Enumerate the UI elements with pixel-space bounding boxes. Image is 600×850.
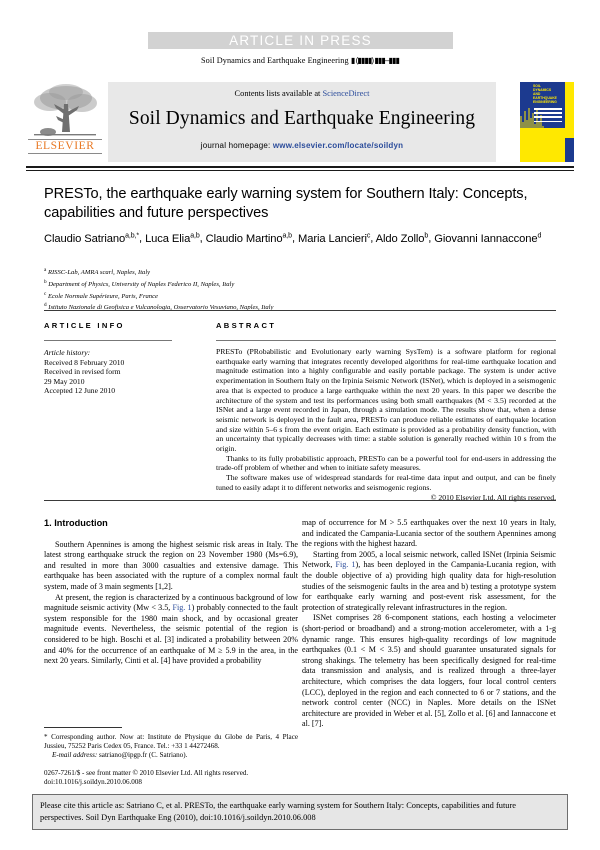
page-title: PRESTo, the earthquake early warning system for Southern Italy: Concepts, capabilities and future perspectives xyxy=(44,186,528,221)
article-info-underline xyxy=(44,340,172,341)
contents-line xyxy=(108,82,496,98)
body-paragraph: Starting from 2005, a local seismic network, called ISNet (Irpinia Seismic Network, Fig. 1), has been deployed in the Campania-Lucania region, with the double objective of a) providing high quality data for high-resolution studies of the seismogenic faults in the area and b) testing a prototype system for earthquake early warning and post-event risk assessment, for the protection of strategically relevant infrastructures in the region. xyxy=(302,549,556,612)
issn-block xyxy=(44,769,304,787)
figure-cross-reference[interactable]: Fig. 1 xyxy=(335,560,356,570)
body-paragraph: ISNet comprises 28 6-component stations, each hosting a velocimeter (short-period or broadband) and a strong-motion accelerometer, with a 1-g dynamic range. This ensures high-quality recordings of low magnitude earthquakes (0.1 < M < 3.5) and should guarantee unsaturated signals for strong shakings. The telemetry has been specifically designed for real-time data transmission and analysis, and is realized through a three-layer architecture, which comprises the data loggers, four local control centers (LCC), deployed in the region and each connected to 6 or 7 stations, and the network control center (NCC) in Naples. More details on the ISNet architecture are provided in Weber et al. [5], Zollo et al. [6] and Iannaccone et al. [7]. xyxy=(302,613,556,729)
author-name: Aldo Zollo$^b$ xyxy=(375,232,429,245)
author-affiliation-mark: b xyxy=(424,232,429,239)
author-name: Giovanni Iannaccone$^d$ xyxy=(434,232,542,245)
masthead-rule-thin xyxy=(26,170,574,171)
body-paragraph: At present, the region is characterized by a continuous background of low magnitude seismic activity (Mw < 3.5, Fig. 1) probably connected to the fault system responsible for the 1980 main shock, and by occasional greater magnitude events. Nevertheless, the seismic potential of the region is considered to be high. Boschi et al. [3] indicated a probability between 20% and 40% for the occurrence of an earthquake of M ≥ 5.9 in the area, in the next 20 years. Similarly, Cinti et al. [4] have provided a probability xyxy=(44,592,298,666)
abstract-heading: ABSTRACT xyxy=(216,321,277,330)
journal-homepage-line xyxy=(108,141,496,150)
author-affiliation-mark: a,b,* xyxy=(125,232,140,239)
article-history xyxy=(44,348,184,396)
elsevier-logo xyxy=(26,82,104,162)
elsevier-tree-icon xyxy=(26,82,104,144)
sciencedirect-link[interactable]: ScienceDirect xyxy=(322,89,370,98)
article-in-press-banner: ARTICLE IN PRESS xyxy=(148,32,453,49)
cover-title-text: SOIL DYNAMICS AND EARTHQUAKE ENGINEERING xyxy=(533,84,557,104)
affiliation-mark: a xyxy=(44,267,47,273)
cover-bottom-block xyxy=(520,128,565,162)
abstract-underline xyxy=(216,340,556,341)
running-head xyxy=(0,55,600,65)
body-paragraph: map of occurrence for M > 5.5 earthquakes over the next 10 years in Italy, and indicated the Campania-Lucania sector of the southern Apennines among the regions with the highest hazard. xyxy=(302,518,556,549)
article-accepted: Accepted 12 June 2010 xyxy=(44,386,116,396)
running-head-journal: Soil Dynamics and Earthquake Engineering xyxy=(201,56,349,65)
cover-accent-yellow xyxy=(565,82,574,138)
affiliation-item: $^d$ Istituto Nazionale di Geofisica e Vulcanologia, Osservatorio Vesuviano, Naples, Italy xyxy=(44,302,274,312)
article-received: Received 8 February 2010 xyxy=(44,357,125,367)
article-revised-date: 29 May 2010 xyxy=(44,376,85,386)
author-list: Claudio Satriano$^{a,b,*}$, Luca Elia$^{a,b}$, Claudio Martino$^{a,b}$, Maria Lancieri$^c$, Aldo Zollo$^b$, Giovanni Iannaccone$^d$ xyxy=(44,232,542,245)
issn-line: 0267-7261/$ - see front matter © 2010 Elsevier Ltd. All rights reserved. xyxy=(44,769,249,777)
affiliation-mark: d xyxy=(44,302,47,309)
abstract-copyright: © 2010 Elsevier Ltd. All rights reserved. xyxy=(430,492,556,502)
author-affiliation-mark: a,b xyxy=(190,232,200,239)
author-name: Luca Elia$^{a,b}$ xyxy=(145,232,200,245)
email-label: E-mail address: xyxy=(52,751,98,759)
author-name: Claudio Satriano$^{a,b,*}$ xyxy=(44,232,140,245)
cover-accent-blue xyxy=(565,138,574,162)
homepage-url[interactable]: www.elsevier.com/locate/soildyn xyxy=(272,141,404,150)
masthead-rule-thick xyxy=(26,166,574,168)
abstract-paragraph: PRESTo (PRobabilistic and Evolutionary early warning SysTem) is a software platform for regional earthquake early warning that integrates recently developed algorithms for real-time earthquake location and magnitude estimation into a highly configurable and easily portable package. The system is under active experimentation in Southern Italy on the Irpinia Seismic Network (ISNet), which is deployed in a seismogenic area that is expected to produce a large earthquake within the next 20 years. In this paper we describe the architecture of the system and test its performances using both small earthquakes (M < 3.5) recorded at the ISNet and a large event recorded in Japan, through a simulation mode. The results show that, when a dense seismic network is deployed in the fault area, PRESTo can produce reliable estimates of earthquake location and size within 5–6 s from the event origin. Each estimate is provided as a probability density function, with an uncertainty that typically decreases with time: a stable solution is generally reached within 10 s from the origin. xyxy=(216,347,556,454)
body-column-right xyxy=(302,518,556,730)
corresponding-author-note: * Corresponding author. Now at: Institute de Physique du Globe de Paris, 4 Place Jussieu, 75252 Paris Cedex 05, France. Tel.: +33 1 44272468. xyxy=(44,733,298,750)
footnote-rule xyxy=(44,727,122,728)
author-name: Claudio Martino$^{a,b}$ xyxy=(205,232,292,245)
section-heading-introduction: 1. Introduction xyxy=(44,518,108,528)
body-paragraph: Southern Apennines is among the highest seismic risk areas in Italy. The latest strong earthquake struck the region on 23 November 1980 (Ms=6.9), and resulted in more than 3000 casualties and extensive damage. This earthquake has been associated with the rupture of a complex normal fault system, made of 3 main segments [1,2]. xyxy=(44,539,298,591)
author-name: Maria Lancieri$^c$ xyxy=(297,232,371,245)
journal-cover-thumbnail xyxy=(520,82,574,162)
elsevier-wordmark: ELSEVIER xyxy=(28,139,102,154)
article-info-heading: ARTICLE INFO xyxy=(44,321,125,330)
journal-masthead xyxy=(26,82,574,162)
journal-title: Soil Dynamics and Earthquake Engineering xyxy=(128,108,476,129)
affiliation-item: $^b$ Department of Physics, University of Naples Federico II, Naples, Italy xyxy=(44,278,235,288)
email-address[interactable]: satriano@ipgp.fr (C. Satriano). xyxy=(99,751,188,759)
homepage-prefix: journal homepage: xyxy=(200,141,273,150)
running-head-volume: ▮ (▮▮▮▮) ▮▮▮–▮▮▮ xyxy=(350,56,399,65)
author-affiliation-mark: d xyxy=(537,232,542,239)
affiliation-mark: b xyxy=(44,278,47,285)
article-revised-label: Received in revised form xyxy=(44,367,121,377)
body-column-left xyxy=(44,518,298,667)
footnote-block xyxy=(44,733,298,760)
article-history-label: Article history: xyxy=(44,348,91,357)
affiliation-list xyxy=(44,266,559,313)
abstract-paragraph: The software makes use of widespread standards for real-time data input and output, and can be finely tuned to easily adapt it to different networks and seismogenic regions. xyxy=(216,473,556,492)
affiliation-item: $^a$ RISSC-Lab, AMRA scarl, Naples, Italy xyxy=(44,267,151,277)
abstract-rule-bottom xyxy=(44,500,556,501)
author-affiliation-mark: a,b xyxy=(282,232,292,239)
doi-line[interactable]: doi:10.1016/j.soildyn.2010.06.008 xyxy=(44,778,142,786)
affiliation-mark: c xyxy=(44,290,47,297)
cover-ruled-lines xyxy=(534,108,562,125)
abstract-paragraph: Thanks to its fully probabilistic approach, PRESTo can be a powerful tool for end-users in addressing the trade-off problem of whether and when to initiate safety measures. xyxy=(216,453,556,473)
cite-this-article-box: Please cite this article as: Satriano C, et al. PRESTo, the earthquake early warning system for Southern Italy: Concepts, capabilities and future perspectives. Soil Dyn Earthquake Eng (2010), doi:10.1016/j.soildyn.2010.06.008 xyxy=(32,794,568,830)
author-affiliation-mark: c xyxy=(366,232,371,239)
masthead-center xyxy=(108,82,496,162)
figure-cross-reference[interactable]: Fig. 1 xyxy=(172,603,192,613)
contents-prefix: Contents lists available at xyxy=(234,89,323,98)
affiliation-item: $^c$ Ecole Normale Supérieure, Paris, France xyxy=(44,290,158,300)
abstract-body xyxy=(216,347,556,502)
abstract-rule-top xyxy=(44,310,556,311)
email-note xyxy=(44,751,298,760)
